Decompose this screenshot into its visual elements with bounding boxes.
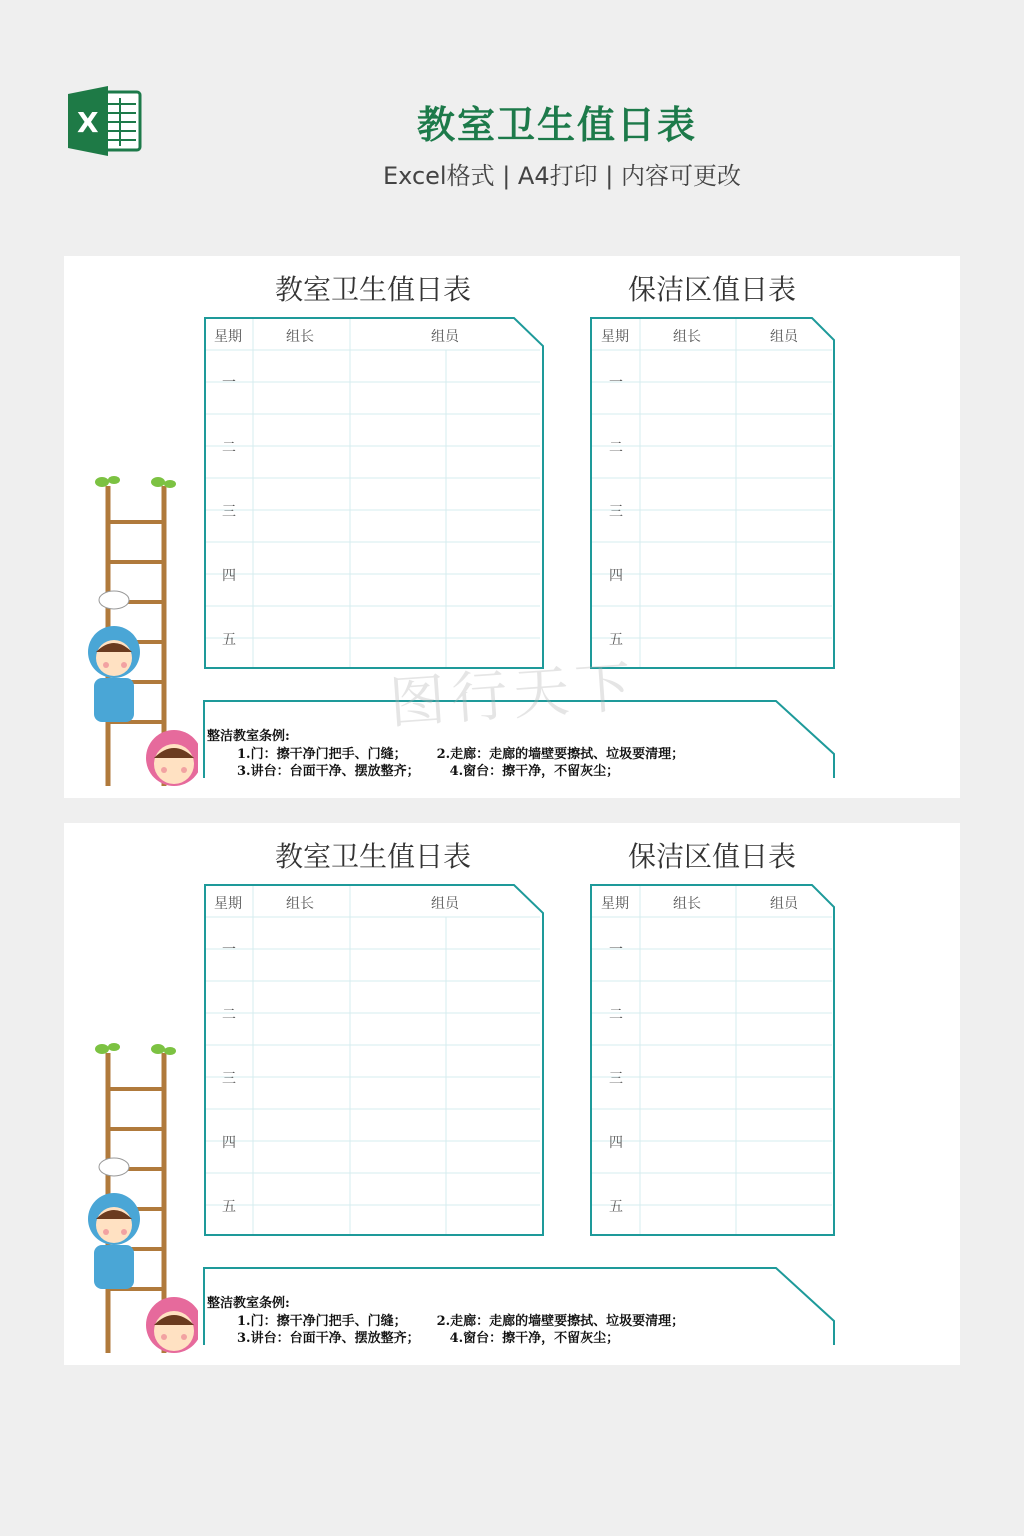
ladder-kids-illustration [78,466,198,786]
class-day-1: 一 [222,942,236,958]
clean-header-weekday: 星期 [601,329,629,345]
rule-item-3: 3.讲台：台面干净、摆放整齐； [237,1331,420,1346]
clean-header-leader: 组长 [673,896,701,912]
class-table-title: 教室卫生值日表 [275,273,472,306]
clean-header-members: 组员 [770,329,798,345]
class-header-members: 组员 [431,896,459,912]
clean-header-members: 组员 [770,896,798,912]
page-subtitle: Excel格式 | A4打印 | 内容可更改 [383,162,741,190]
class-header-members: 组员 [431,329,459,345]
class-header-weekday: 星期 [214,896,242,912]
rules-heading: 整洁教室条例: [207,729,290,744]
class-day-4: 四 [222,1135,236,1151]
rule-item-1: 1.门：擦干净门把手、门缝； [237,746,407,762]
class-day-1: 一 [222,375,236,391]
rules-block [207,728,767,781]
clean-day-3: 三 [609,1071,623,1087]
class-day-3: 三 [222,1071,236,1087]
clean-day-1: 一 [609,375,623,391]
clean-table-title: 保洁区值日表 [628,840,797,873]
clean-day-2: 二 [609,1007,623,1023]
clean-day-3: 三 [609,504,623,520]
class-day-2: 二 [222,440,236,456]
class-header-weekday: 星期 [214,329,242,345]
class-day-5: 五 [222,632,236,648]
class-day-3: 三 [222,504,236,520]
svg-text:X: X [77,106,99,139]
class-table-title: 教室卫生值日表 [275,840,472,873]
clean-day-5: 五 [609,632,623,648]
page-title: 教室卫生值日表 [416,103,697,147]
rule-item-4: 4.窗台：擦干净，不留灰尘； [449,1331,620,1346]
clean-day-5: 五 [609,1199,623,1215]
clean-day-4: 四 [609,568,623,584]
clean-header-leader: 组长 [673,329,701,345]
table-frames [64,823,960,1365]
clean-day-1: 一 [609,942,623,958]
sheet-preview-1 [64,256,960,798]
class-day-4: 四 [222,568,236,584]
sheet-preview-2 [64,823,960,1365]
class-day-5: 五 [222,1199,236,1215]
rules-heading: 整洁教室条例: [207,1296,290,1311]
rule-item-1: 1.门：擦干净门把手、门缝； [237,1313,407,1329]
rule-item-2: 2.走廊：走廊的墙壁要擦拭、垃圾要清理； [436,746,685,762]
clean-table-title: 保洁区值日表 [628,273,797,306]
class-header-leader: 组长 [286,329,314,345]
rules-block [207,1295,767,1348]
watermark: 图行天下 [387,654,640,737]
clean-header-weekday: 星期 [601,896,629,912]
class-header-leader: 组长 [286,896,314,912]
class-day-2: 二 [222,1007,236,1023]
clean-day-4: 四 [609,1135,623,1151]
clean-day-2: 二 [609,440,623,456]
ladder-kids-illustration [78,1033,198,1353]
rule-item-2: 2.走廊：走廊的墙壁要擦拭、垃圾要清理； [436,1313,685,1329]
rule-item-4: 4.窗台：擦干净，不留灰尘； [449,764,620,779]
rule-item-3: 3.讲台：台面干净、摆放整齐； [237,764,420,779]
